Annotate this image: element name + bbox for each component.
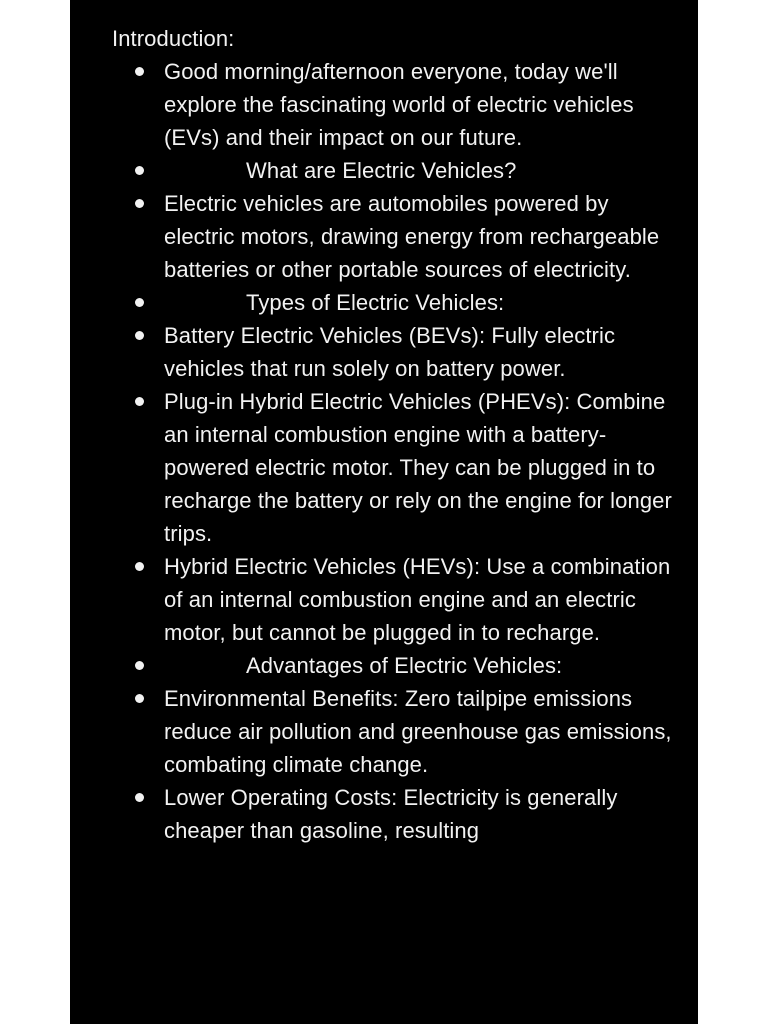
list-item-text: Hybrid Electric Vehicles (HEVs): Use a combination of an internal combustion engine and an electric motor, but cannot be plugged in to recharge. — [164, 554, 671, 645]
document-page — [70, 0, 698, 1024]
bullet-icon — [135, 793, 144, 802]
document-body — [112, 22, 672, 847]
list-item-text: Electric vehicles are automobiles powered by electric motors, drawing energy from rechargeable batteries or other portable sources of electricity. — [164, 191, 660, 282]
list-item-heading — [112, 649, 672, 682]
bullet-icon — [135, 298, 144, 307]
list-item — [112, 550, 672, 649]
list-item-text: Plug-in Hybrid Electric Vehicles (PHEVs): Combine an internal combustion engine with a battery-powered electric motor. They can be plugged in to recharge the battery or rely on the engine for longer trips. — [164, 389, 672, 546]
list-item-text: Lower Operating Costs: Electricity is generally cheaper than gasoline, resulting — [164, 785, 618, 843]
list-item-text: Environmental Benefits: Zero tailpipe emissions reduce air pollution and greenhouse gas emissions, combating climate change. — [164, 686, 672, 777]
list-item-text: Advantages of Electric Vehicles: — [246, 653, 563, 678]
list-item-text: Good morning/afternoon everyone, today we'll explore the fascinating world of electric vehicles (EVs) and their impact on our future. — [164, 59, 634, 150]
bullet-icon — [135, 562, 144, 571]
list-item — [112, 319, 672, 385]
list-item-text: What are Electric Vehicles? — [246, 158, 517, 183]
bullet-icon — [135, 199, 144, 208]
intro-label: Introduction: — [112, 26, 235, 51]
bullet-icon — [135, 397, 144, 406]
bullet-icon — [135, 661, 144, 670]
bullet-list — [112, 55, 672, 847]
list-item-text: Battery Electric Vehicles (BEVs): Fully electric vehicles that run solely on battery power. — [164, 323, 616, 381]
list-item-heading — [112, 154, 672, 187]
bullet-icon — [135, 67, 144, 76]
list-item — [112, 682, 672, 781]
list-item-heading — [112, 286, 672, 319]
bullet-icon — [135, 694, 144, 703]
list-item — [112, 385, 672, 550]
list-item — [112, 187, 672, 286]
bullet-icon — [135, 166, 144, 175]
list-item — [112, 781, 672, 847]
list-item-text: Types of Electric Vehicles: — [246, 290, 505, 315]
list-item — [112, 55, 672, 154]
bullet-icon — [135, 331, 144, 340]
